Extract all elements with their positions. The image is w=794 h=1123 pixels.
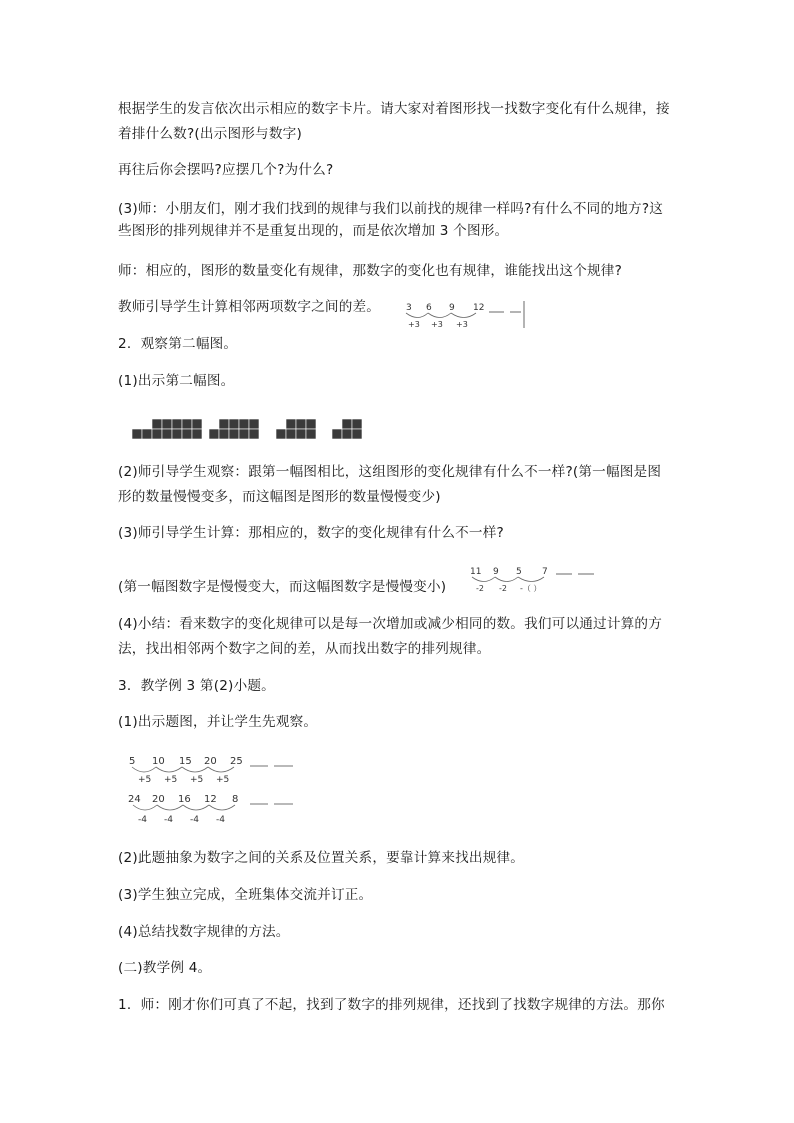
paragraph-11b: 法，找出相邻两个数字之间的差，从而找出数字的排列规律。 [118,641,491,657]
paragraph-8b: 形的数量慢慢变多，而这幅图是图形的数量慢慢变少) [118,489,441,505]
seq1-diff: +3 [431,320,443,329]
seq4-number: 12 [204,794,217,805]
seq3-arc [156,767,182,772]
seq1-arc [428,313,451,318]
sequence-figure-4 [124,790,299,826]
seq4-diff: -4 [138,815,147,825]
seq1-number: 3 [406,303,412,313]
paragraph-14: (2)此题抽象为数字之间的关系及位置关系，要靠计算来找出规律。 [118,850,525,866]
paragraph-11a: (4)小结：看来数字的变化规律可以是每一次增加或减少相同的数。我们可以通过计算的方 [118,616,663,632]
seq2-number: 5 [516,567,522,577]
seq4-arc [133,805,157,810]
seq2-arc [518,577,544,582]
seq3-diff: +5 [190,775,204,785]
square-group-4 [332,419,362,439]
seq4-number: 16 [178,794,191,805]
seq3-diff: +5 [138,775,152,785]
paragraph-6: 2．观察第二幅图。 [118,336,238,352]
sequence-figure-3 [124,752,299,786]
paragraph-8a: (2)师引导学生观察：跟第一幅图相比，这组图形的变化规律有什么不一样?(第一幅图是图 [118,464,662,480]
paragraph-13: (1)出示题图，并让学生先观察。 [118,714,318,730]
seq3-number: 25 [230,756,243,767]
seq2-number: 7 [542,567,548,577]
seq4-arc [209,805,235,810]
sequence-figure-2 [462,562,602,596]
seq3-arc [132,767,156,772]
seq3-diff: +5 [216,775,230,785]
paragraph-3b: 些图形的排列规律并不是重复出现的，而是依次增加 3 个图形。 [118,223,509,239]
seq3-arc [208,767,234,772]
seq4-number: 24 [128,794,141,805]
squares-figure [125,410,375,444]
paragraph-15: (3)学生独立完成，全班集体交流并订正。 [118,887,373,903]
seq2-diff: -（ ） [520,584,542,593]
square-group-6 [209,419,259,439]
seq1-number: 9 [449,303,455,313]
seq3-diff: +5 [164,775,178,785]
seq3-number: 5 [129,756,136,767]
seq3-number: 15 [179,756,192,767]
seq2-number: 9 [493,567,499,577]
seq1-diff: +3 [408,320,420,329]
seq2-diff: -2 [476,584,484,593]
seq2-number: 11 [470,567,482,577]
seq1-diff: +3 [456,320,468,329]
square-group-7 [132,419,202,439]
paragraph-7: (1)出示第二幅图。 [118,373,235,389]
paragraph-3a: (3)师：小朋友们，刚才我们找到的规律与我们以前找的规律一样吗?有什么不同的地方?这 [118,201,664,217]
paragraph-1a: 根据学生的发言依次出示相应的数字卡片。请大家对着图形找一找数字变化有什么规律，接 [118,101,670,117]
paragraph-12: 3．教学例 3 第(2)小题。 [118,678,275,694]
seq4-arc [183,805,209,810]
paragraph-18: 1．师：刚才你们可真了不起，找到了数字的排列规律，还找到了找数字规律的方法。那你 [118,997,665,1013]
paragraph-10: (第一幅图数字是慢慢变大，而这幅图数字是慢慢变小) [118,579,447,595]
seq3-arc [182,767,208,772]
seq2-arc [472,577,495,582]
paragraph-9: (3)师引导学生计算：那相应的，数字的变化规律有什么不一样? [118,525,504,541]
seq4-number: 8 [232,794,239,805]
seq3-number: 20 [204,756,217,767]
seq2-diff: -2 [499,584,507,593]
seq1-number: 6 [426,303,432,313]
seq4-diff: -4 [164,815,173,825]
sequence-figure-1 [400,298,535,330]
paragraph-17: (二)教学例 4。 [118,960,212,976]
seq4-diff: -4 [216,815,225,825]
seq4-diff: -4 [190,815,199,825]
paragraph-2: 再往后你会摆吗?应摆几个?为什么? [118,162,334,178]
paragraph-5: 教师引导学生计算相邻两项数字之间的差。 [118,299,381,315]
paragraph-1b: 着排什么数?(出示图形与数字) [118,126,302,142]
seq1-arc [406,313,428,318]
square-group-5 [276,419,316,439]
seq4-arc [157,805,183,810]
seq3-number: 10 [152,756,165,767]
seq1-number: 12 [473,303,485,313]
paragraph-4: 师：相应的，图形的数量变化有规律，那数字的变化也有规律，谁能找出这个规律? [118,263,622,279]
paragraph-16: (4)总结找数字规律的方法。 [118,924,290,940]
seq4-number: 20 [152,794,165,805]
seq1-arc [451,313,476,318]
seq2-arc [495,577,518,582]
